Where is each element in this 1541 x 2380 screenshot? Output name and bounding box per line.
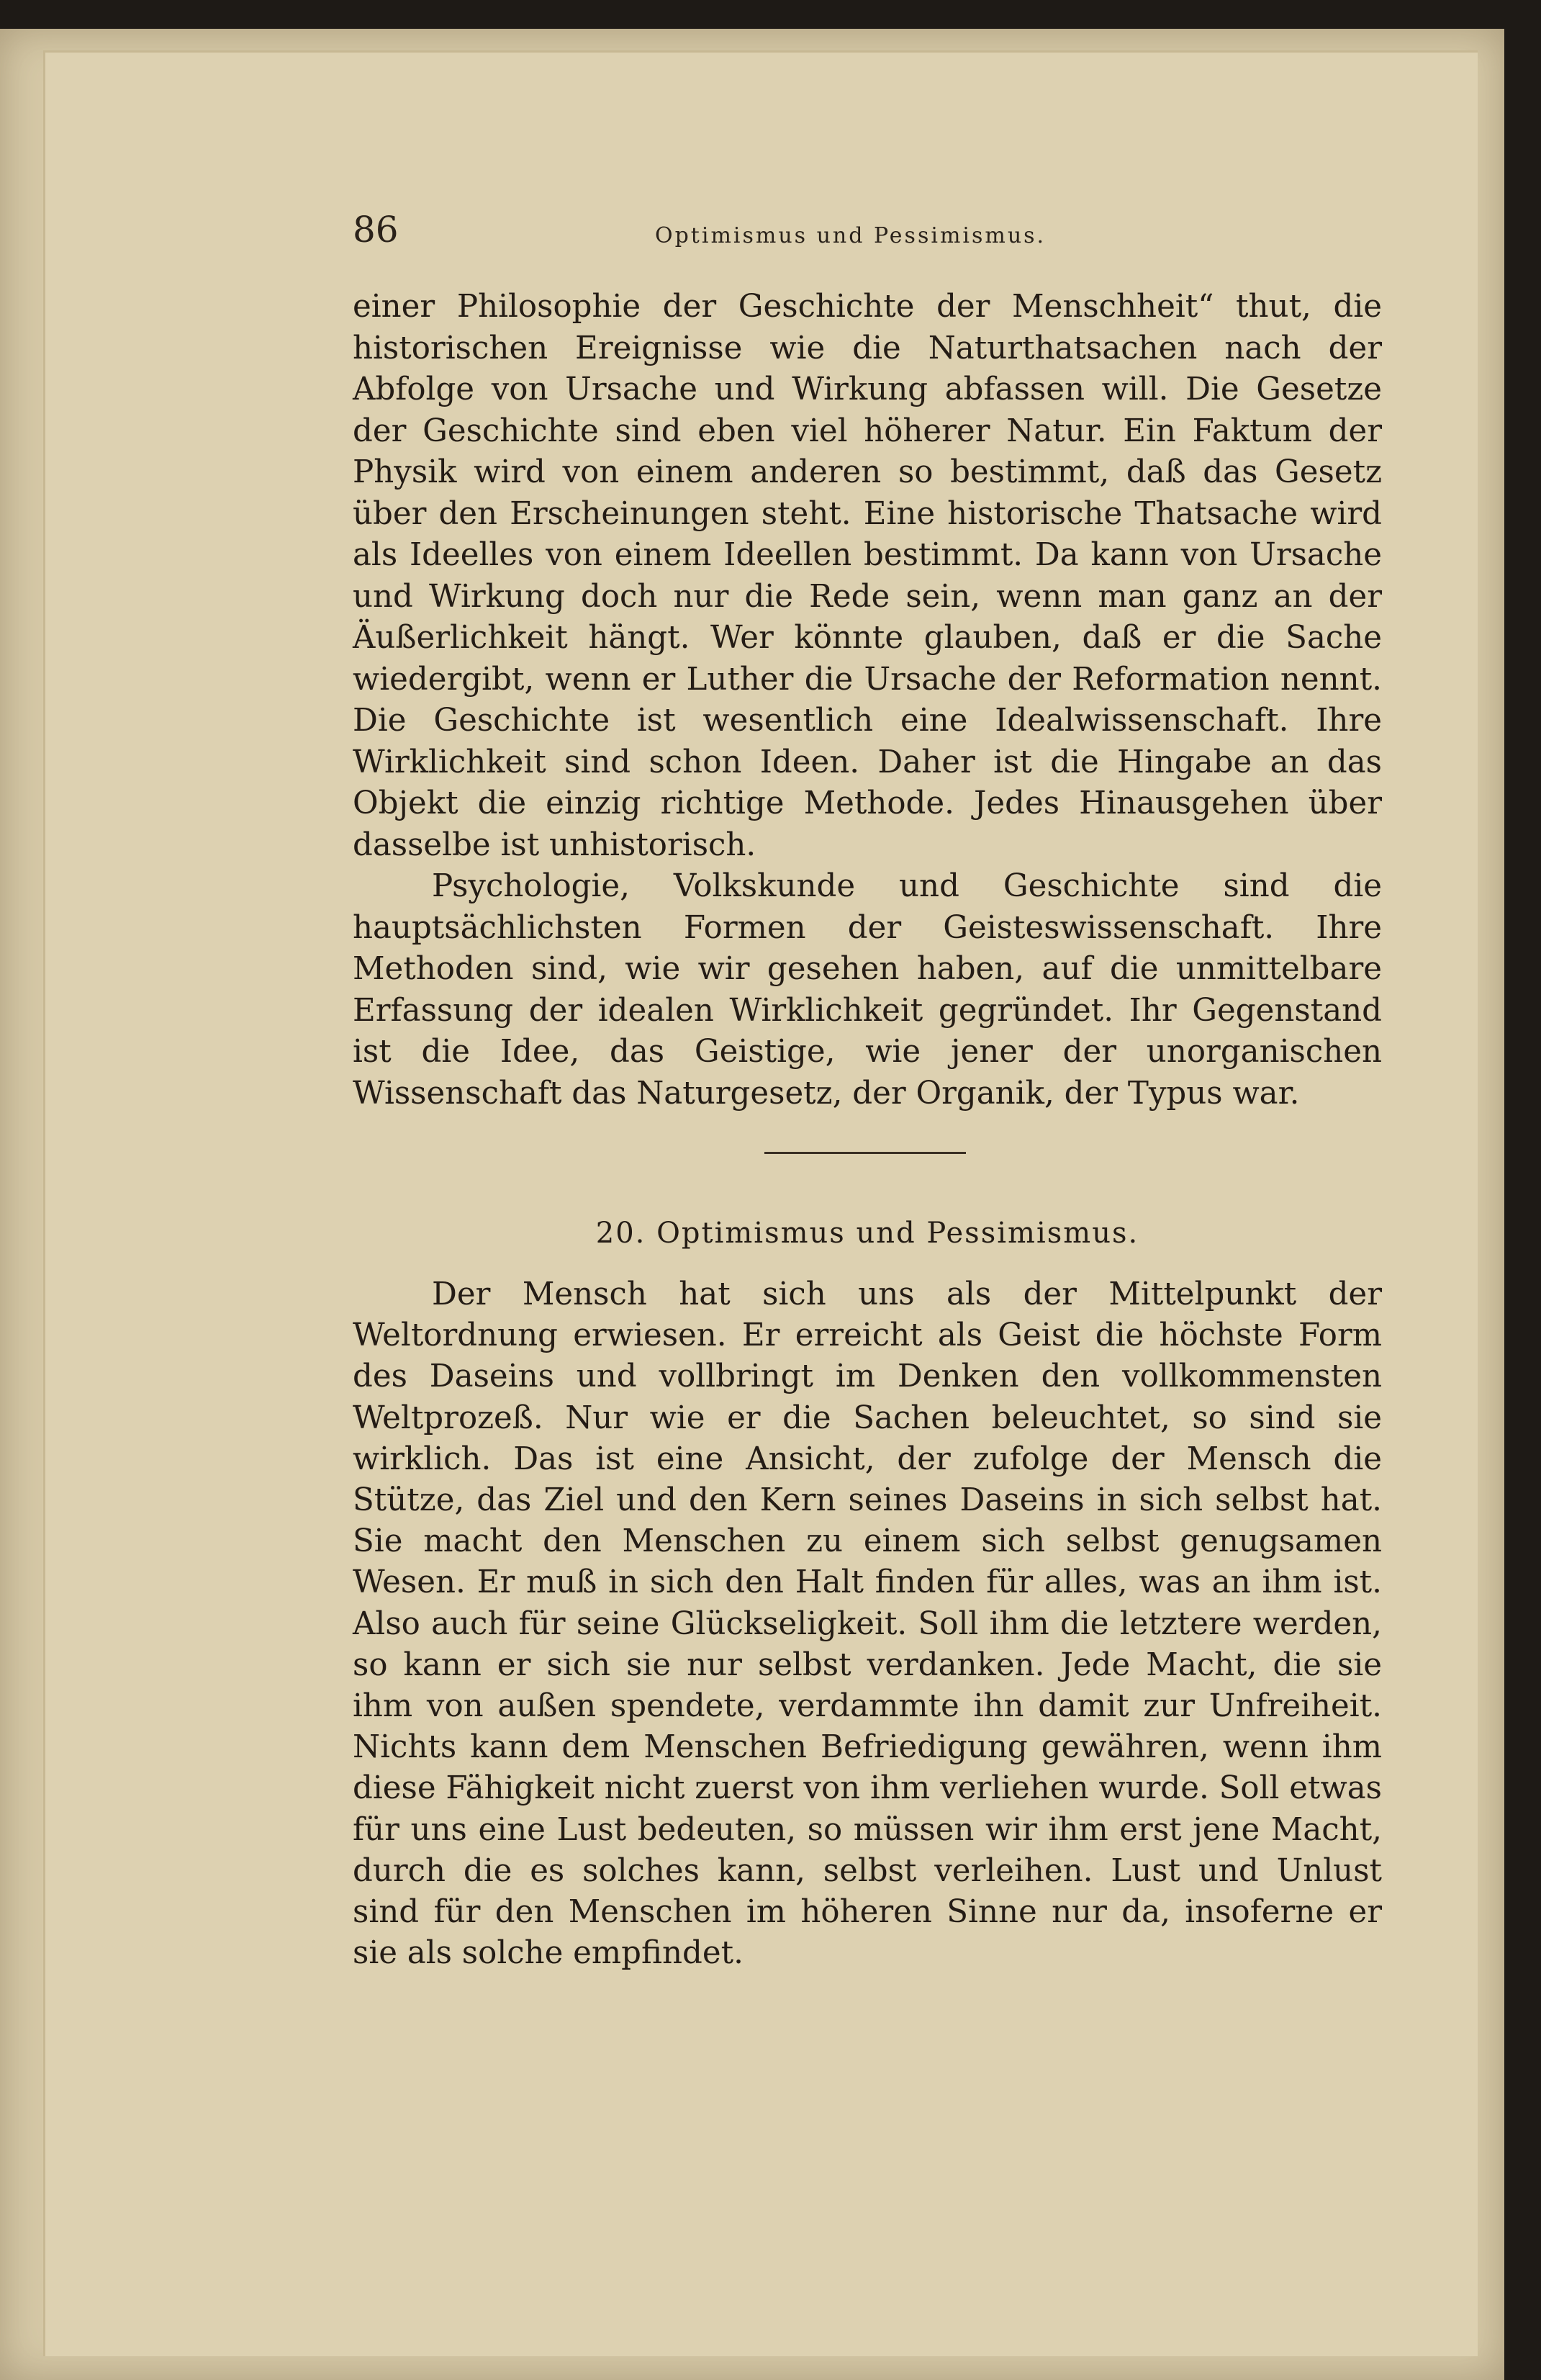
paragraph: Der Mensch hat sich uns als der Mittelpunkt der Weltordnung erwiesen. Er erreicht als Geist die höchste Form des Daseins und vollbringt im Denken den vollkommensten Weltprozeß. Nur wie er die Sachen beleuchtet, so sind sie wirklich. Das ist eine Ansicht, der zufolge der Mensch die Stütze, das Ziel und den Kern seines Daseins in sich selbst hat. Sie macht den Menschen zu einem sich selbst genugsamen Wesen. Er muß in sich den Halt finden für alles, was an ihm ist. Also auch für seine Glückseligkeit. Soll ihm die letztere werden, so kann er sich sie nur selbst verdanken. Jede Macht, die sie ihm von außen spendete, verdammte ihn damit zur Unfreiheit. Nichts kann dem Menschen Befriedigung gewähren, wenn ihm diese Fähigkeit nicht zuerst von ihm verliehen wurde. Soll etwas für uns eine Lust bedeuten, so müssen wir ihm erst jene Macht, durch die es solches kann, selbst verleihen. Lust und Unlust sind für den Menschen im höheren Sinne nur da, insoferne er sie als solche empfindet. [353,1276,1382,1972]
page-number: 86 [353,209,399,251]
paragraph: einer Philosophie der Geschichte der Menschheit“ thut, die historischen Ereignisse wie die Naturthatsachen nach der Abfolge von Ursache und Wirkung abfassen will. Die Gesetze der Geschichte sind eben viel höherer Natur. Ein Faktum der Physik wird von einem anderen so bestimmt, daß das Gesetz über den Erscheinungen steht. Eine historische Thatsache wird als Ideelles von einem Ideellen bestimmt. Da kann von Ursache und Wirkung doch nur die Rede sein, wenn man ganz an der Äußerlichkeit hängt. Wer könnte glauben, daß er die Sache wiedergibt, wenn er Luther die Ursache der Reformation nennt. Die Geschichte ist wesentlich eine Idealwissenschaft. Ihre Wirklichkeit sind schon Ideen. Daher ist die Hingabe an das Objekt die einzig richtige Methode. Jedes Hinausgehen über dasselbe ist unhistorisch. [353,289,1382,863]
section-divider [764,1152,966,1154]
paragraph: Psychologie, Volkskunde und Geschichte sind die hauptsächlichsten Formen der Geisteswissenschaft. Ihre Methoden sind, wie wir gesehen haben, auf die unmittelbare Erfassung der idealen Wirklichkeit gegründet. Ihr Gegenstand ist die Idee, das Geistige, wie jener der unorganischen Wissenschaft das Naturgesetz, der Organik, der Typus war. [353,868,1382,1112]
section-heading: 20. Optimismus und Pessimismus. [595,1217,1139,1250]
running-title: Optimismus und Pessimismus. [655,223,1047,248]
body-text-after-section [353,1274,1382,1974]
body-text-before-section [353,287,1382,1114]
page-header [353,209,1382,274]
